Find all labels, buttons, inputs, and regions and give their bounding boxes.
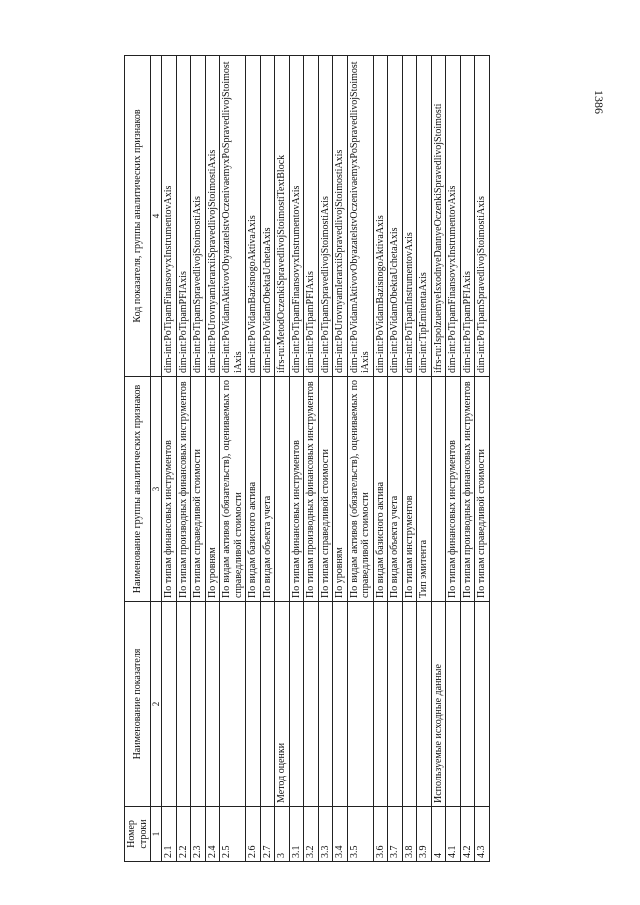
code-cell: dim-int:PoTipamInstrumentovAxis	[402, 56, 417, 377]
indicator-name-cell	[162, 602, 177, 807]
group-name-cell: По типам справедливой стоимости	[191, 377, 206, 602]
indicator-name-cell	[304, 602, 319, 807]
group-name-cell: По уровням	[333, 377, 348, 602]
row-number-cell: 2.7	[260, 807, 275, 862]
code-cell: dim-int:PoUrovnyamIerarxiiSpravedlivojStoimostiAxis	[333, 56, 348, 377]
group-name-cell: Тип эмитента	[417, 377, 432, 602]
indicator-name-cell	[260, 602, 275, 807]
group-name-cell	[275, 377, 290, 602]
table-row	[246, 56, 261, 862]
table-body	[162, 56, 490, 862]
group-name-cell: По типам производных финансовых инструментов	[176, 377, 191, 602]
row-number-cell: 3.8	[402, 807, 417, 862]
row-number-cell: 2.6	[246, 807, 261, 862]
indicator-table	[124, 55, 490, 862]
code-cell: dim-int:PoTipamSpravedlivojStoimostiAxis	[318, 56, 333, 377]
group-name-cell: По видам активов (обязательств), оцениваемых по справедливой стоимости	[220, 377, 246, 602]
table-row	[220, 56, 246, 862]
group-name-cell: По видам объекта учета	[388, 377, 403, 602]
group-name-cell: По типам финансовых инструментов	[289, 377, 304, 602]
code-cell: dim-int:PoVidamAktivovObyazatelstvOczenivaemyxPoSpravedlivojStoimostiAxis	[347, 56, 373, 377]
group-name-cell: По типам инструментов	[402, 377, 417, 602]
table-row	[460, 56, 475, 862]
code-cell: dim-int:PoVidamBazisnogoAktivaAxis	[246, 56, 261, 377]
header-code: Код показателя, группы аналитических признаков	[125, 56, 151, 377]
code-cell: ifrs-ru:IspolzuemyeIsxodnyeDannyeOczenkiSpravedlivojStoimosti	[431, 56, 446, 377]
code-cell: ifrs-ru:MetodOczenkiSpravedlivojStoimostiTextBlock	[275, 56, 290, 377]
code-cell: dim-int:PoVidamObektaUchetaAxis	[260, 56, 275, 377]
row-number-cell: 2.1	[162, 807, 177, 862]
code-cell: dim-int:PoVidamAktivovObyazatelstvOczenivaemyxPoSpravedlivojStoimostiAxis	[220, 56, 246, 377]
row-number-cell: 3.6	[373, 807, 388, 862]
code-cell: dim-int:PoTipamSpravedlivojStoimostiAxis	[191, 56, 206, 377]
group-name-cell: По уровням	[205, 377, 220, 602]
code-cell: dim-int:PoTipamPFIAxis	[304, 56, 319, 377]
group-name-cell	[431, 377, 446, 602]
table-row	[431, 56, 446, 862]
table-row	[347, 56, 373, 862]
indicator-name-cell	[205, 602, 220, 807]
table-row	[289, 56, 304, 862]
row-number-cell: 3.7	[388, 807, 403, 862]
column-number: 4	[151, 56, 162, 377]
table-row	[275, 56, 290, 862]
header-group-name: Наименование группы аналитических признаков	[125, 377, 151, 602]
group-name-cell: По видам базисного актива	[246, 377, 261, 602]
table-row	[388, 56, 403, 862]
column-number: 3	[151, 377, 162, 602]
group-name-cell: По типам справедливой стоимости	[318, 377, 333, 602]
row-number-cell: 4.1	[446, 807, 461, 862]
code-cell: dim-int:PoTipamPFIAxis	[176, 56, 191, 377]
indicator-name-cell	[333, 602, 348, 807]
table-row	[417, 56, 432, 862]
table-row	[402, 56, 417, 862]
code-cell: dim-int:PoTipamFinansovyxInstrumentovAxis	[446, 56, 461, 377]
indicator-name-cell: Метод оценки	[275, 602, 290, 807]
row-number-cell: 4	[431, 807, 446, 862]
indicator-name-cell	[220, 602, 246, 807]
code-cell: dim-int:PoTipamSpravedlivojStoimostiAxis	[475, 56, 490, 377]
group-name-cell: По типам производных финансовых инструментов	[460, 377, 475, 602]
indicator-name-cell	[318, 602, 333, 807]
column-number: 2	[151, 602, 162, 807]
indicator-name-cell	[347, 602, 373, 807]
table-row	[475, 56, 490, 862]
table-row	[304, 56, 319, 862]
header-row-number: Номер строки	[125, 807, 151, 862]
group-name-cell: По видам активов (обязательств), оцениваемых по справедливой стоимости	[347, 377, 373, 602]
rotated-page	[124, 56, 490, 862]
table-row	[162, 56, 177, 862]
indicator-name-cell	[417, 602, 432, 807]
indicator-name-cell	[246, 602, 261, 807]
row-number-cell: 3	[275, 807, 290, 862]
indicator-name-cell	[475, 602, 490, 807]
indicator-name-cell	[402, 602, 417, 807]
indicator-name-cell	[373, 602, 388, 807]
group-name-cell: По видам базисного актива	[373, 377, 388, 602]
group-name-cell: По типам финансовых инструментов	[446, 377, 461, 602]
column-number: 1	[151, 807, 162, 862]
group-name-cell: По типам финансовых инструментов	[162, 377, 177, 602]
code-cell: dim-int:PoTipamPFIAxis	[460, 56, 475, 377]
group-name-cell: По типам справедливой стоимости	[475, 377, 490, 602]
row-number-cell: 4.3	[475, 807, 490, 862]
row-number-cell: 3.1	[289, 807, 304, 862]
table-row	[176, 56, 191, 862]
header-indicator-name: Наименование показателя	[125, 602, 151, 807]
group-name-cell: По типам производных финансовых инструментов	[304, 377, 319, 602]
indicator-name-cell: Используемые исходные данные	[431, 602, 446, 807]
indicator-name-cell	[460, 602, 475, 807]
column-number-row	[151, 56, 162, 862]
table-row	[373, 56, 388, 862]
code-cell: dim-int:PoVidamBazisnogoAktivaAxis	[373, 56, 388, 377]
table-row	[446, 56, 461, 862]
code-cell: dim-int:PoTipamFinansovyxInstrumentovAxis	[289, 56, 304, 377]
indicator-name-cell	[191, 602, 206, 807]
row-number-cell: 4.2	[460, 807, 475, 862]
code-cell: dim-int:TipEmitentaAxis	[417, 56, 432, 377]
row-number-cell: 3.2	[304, 807, 319, 862]
row-number-cell: 2.2	[176, 807, 191, 862]
table-row	[318, 56, 333, 862]
table-row	[333, 56, 348, 862]
code-cell: dim-int:PoUrovnyamIerarxiiSpravedlivojStoimostiAxis	[205, 56, 220, 377]
indicator-name-cell	[446, 602, 461, 807]
indicator-name-cell	[289, 602, 304, 807]
row-number-cell: 3.5	[347, 807, 373, 862]
row-number-cell: 2.3	[191, 807, 206, 862]
code-cell: dim-int:PoTipamFinansovyxInstrumentovAxis	[162, 56, 177, 377]
page-number: 1386	[592, 90, 606, 114]
indicator-name-cell	[388, 602, 403, 807]
row-number-cell: 3.3	[318, 807, 333, 862]
table-row	[205, 56, 220, 862]
row-number-cell: 3.9	[417, 807, 432, 862]
indicator-name-cell	[176, 602, 191, 807]
table-row	[260, 56, 275, 862]
table-row	[191, 56, 206, 862]
code-cell: dim-int:PoVidamObektaUchetaAxis	[388, 56, 403, 377]
table-header-row	[125, 56, 151, 862]
row-number-cell: 2.4	[205, 807, 220, 862]
group-name-cell: По видам объекта учета	[260, 377, 275, 602]
row-number-cell: 2.5	[220, 807, 246, 862]
row-number-cell: 3.4	[333, 807, 348, 862]
